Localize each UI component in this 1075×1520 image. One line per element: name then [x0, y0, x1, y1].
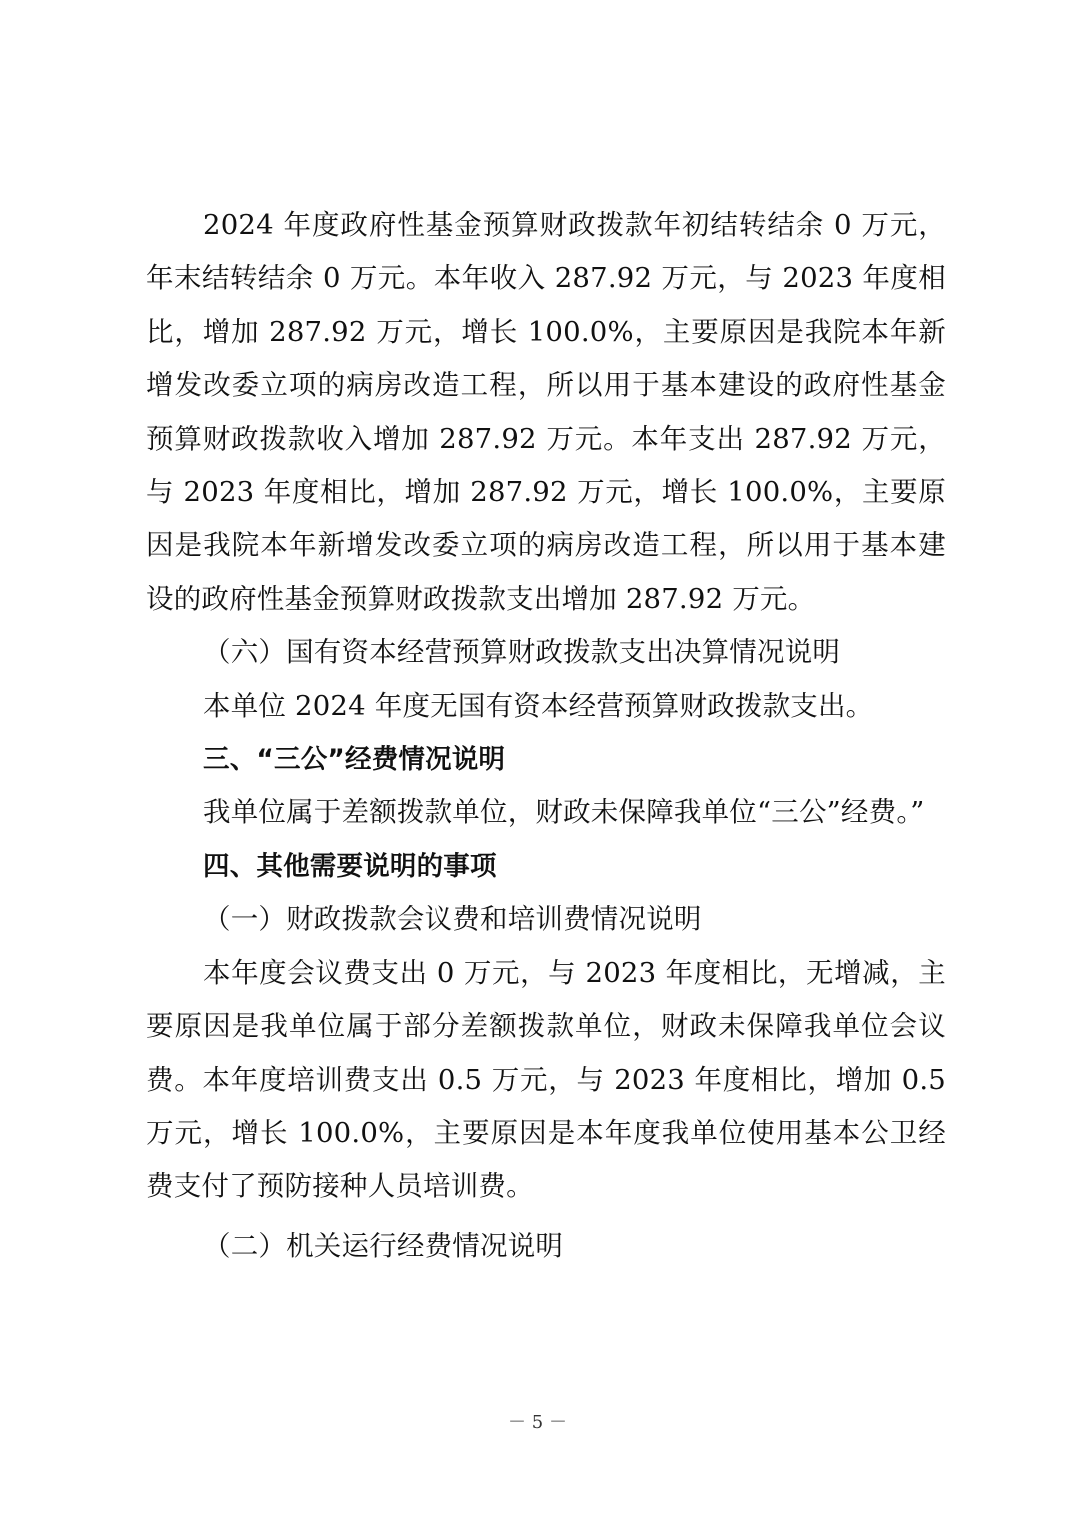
- subheading-state-capital-budget: （六）国有资本经营预算财政拨款支出决算情况说明: [203, 636, 841, 669]
- paragraph-meeting-training-fees: 本年度会议费支出 0 万元，与 2023 年度相比，无增减，主要原因是我单位属于部分差额拨款单位，财政未保障我单位会议费。本年度培训费支出 0.5 万元，与 2023 年度相比，增加 0.5 万元，增长 100.0%，主要原因是本年度我单位使用基本公卫经费支付了预防接种人员培训费。: [146, 956, 946, 1203]
- heading-three-public-expenses: 三、“三公”经费情况说明: [203, 744, 506, 776]
- paragraph-no-state-capital-expense: 本单位 2024 年度无国有资本经营预算财政拨款支出。: [203, 689, 874, 722]
- subheading-meeting-training-fees: （一）财政拨款会议费和培训费情况说明: [203, 903, 702, 936]
- paragraph-government-fund-budget: 2024 年度政府性基金预算财政拨款年初结转结余 0 万元，年末结转结余 0 万元。本年收入 287.92 万元，与 2023 年度相比，增加 287.92 万元，增长 100.0%，主要原因是我院本年新增发改委立项的病房改造工程，所以用于基本建设的政府性基金预算财政拨款收入增加 287.92 万元。本年支出 287.92 万元，与 2023 年度相比，增加 287.92 万元，增长 100.0%，主要原因是我院本年新增发改委立项的病房改造工程，所以用于基本建设的政府性基金预算财政拨款支出增加 287.92 万元。: [146, 209, 946, 615]
- heading-other-matters: 四、其他需要说明的事项: [203, 850, 497, 882]
- subheading-operating-expenses: （二）机关运行经费情况说明: [203, 1229, 564, 1262]
- page-number: － 5 －: [508, 1412, 567, 1433]
- paragraph-three-public-expenses: 我单位属于差额拨款单位，财政未保障我单位“三公”经费。”: [203, 796, 925, 829]
- document-body: [146, 199, 946, 1273]
